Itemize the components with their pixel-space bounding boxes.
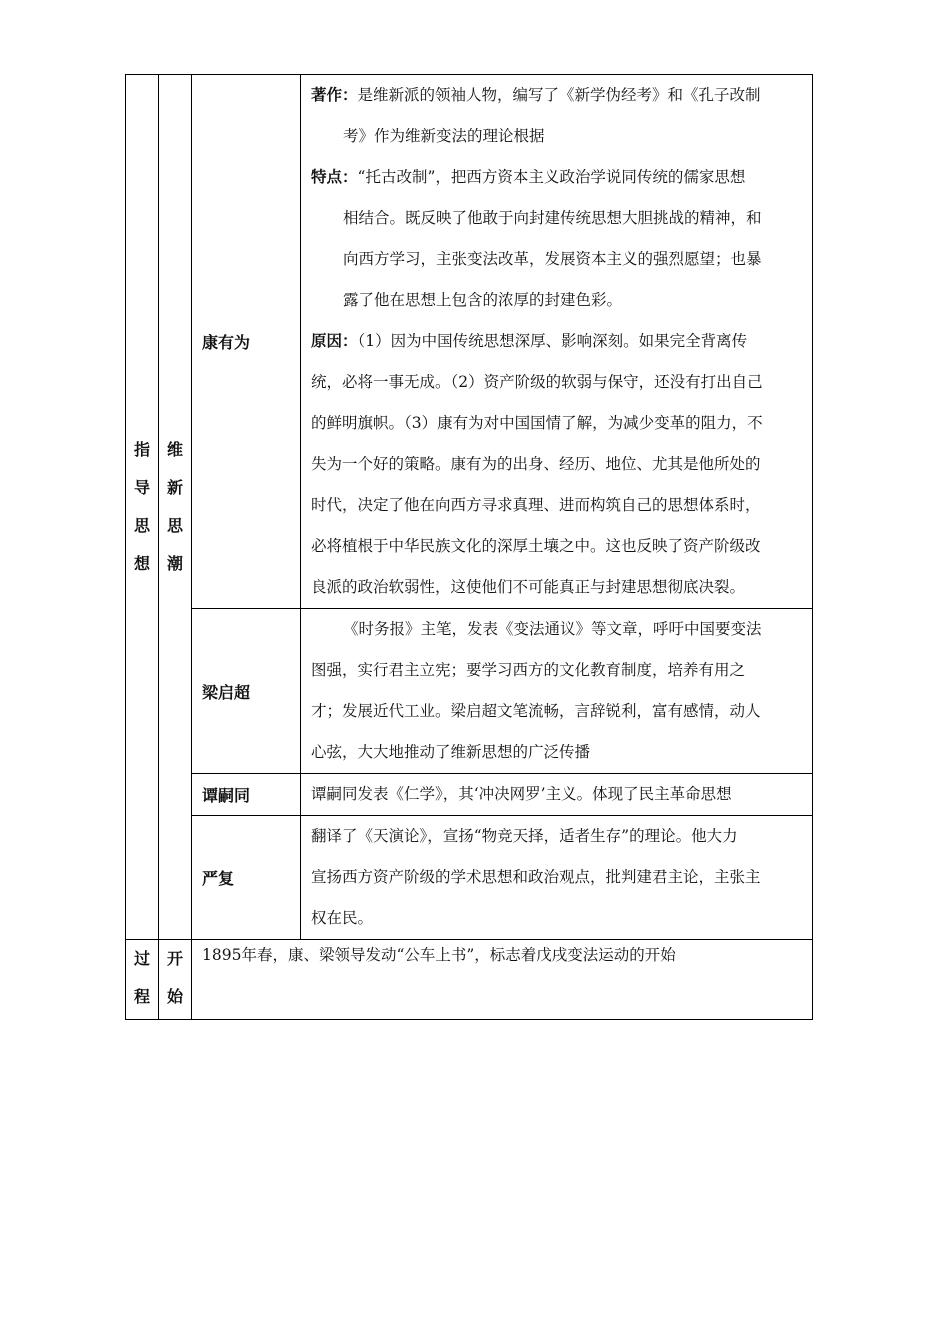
guiding-thought-label: 指 导 思 想 bbox=[126, 75, 159, 940]
history-table bbox=[125, 74, 813, 1020]
person-name-tan: 谭嗣同 bbox=[192, 774, 301, 816]
process-label: 过 程 bbox=[126, 940, 159, 1020]
table-row bbox=[126, 75, 813, 609]
person-name-yan: 严复 bbox=[192, 816, 301, 940]
kang-description: 著作：是维新派的领袖人物，编写了《新学伪经考》和《孔子改制 考》作为维新变法的理论根据 特点：“托古改制”，把西方资本主义政治学说同传统的儒家思想 相结合。既反映了他敢于向封建传统思想大胆挑战的精神，和 向西方学习，主张变法改革，发展资本主义的强烈愿望；也暴 露了他在思想上包含的浓厚的封建色彩。 原因：（1）因为中国传统思想深厚、影响深刻。如果完全背离传 统，必将一事无成。（2）资产阶级的软弱与保守，还没有打出自己 的鲜明旗帜。（3）康有为对中国国情了解，为减少变革的阻力，不 失为一个好的策略。康有为的出身、经历、地位、尤其是他所处的 时代，决定了他在向西方寻求真理、进而构筑自己的思想体系时， 必将植根于中华民族文化的深厚土壤之中。这也反映了资产阶级改 良派的政治软弱性，这使他们不可能真正与封建思想彻底决裂。 bbox=[301, 75, 813, 609]
process-start-description: 1895年春，康、梁领导发动“公车上书”，标志着戊戌变法运动的开始 bbox=[192, 940, 813, 1020]
person-name-liang: 梁启超 bbox=[192, 609, 301, 774]
start-label: 开 始 bbox=[159, 940, 192, 1020]
person-name-kang: 康有为 bbox=[192, 75, 301, 609]
table-row bbox=[126, 816, 813, 940]
table-row bbox=[126, 940, 813, 1020]
liang-description: 《时务报》主笔，发表《变法通议》等文章，呼吁中国要变法 图强，实行君主立宪；要学习西方的文化教育制度，培养有用之 才；发展近代工业。梁启超文笔流畅，言辞锐利，富有感情，动人 心弦，大大地推动了维新思想的广泛传播 bbox=[301, 609, 813, 774]
tan-description: 谭嗣同发表《仁学》，其‘冲决网罗’主义。体现了民主革命思想 bbox=[301, 774, 813, 816]
yan-description: 翻译了《天演论》，宣扬“物竞天择，适者生存”的理论。他大力 宣扬西方资产阶级的学术思想和政治观点，批判建君主论，主张主 权在民。 bbox=[301, 816, 813, 940]
table-row bbox=[126, 609, 813, 774]
table-row bbox=[126, 774, 813, 816]
reform-trend-label: 维 新 思 潮 bbox=[159, 75, 192, 940]
